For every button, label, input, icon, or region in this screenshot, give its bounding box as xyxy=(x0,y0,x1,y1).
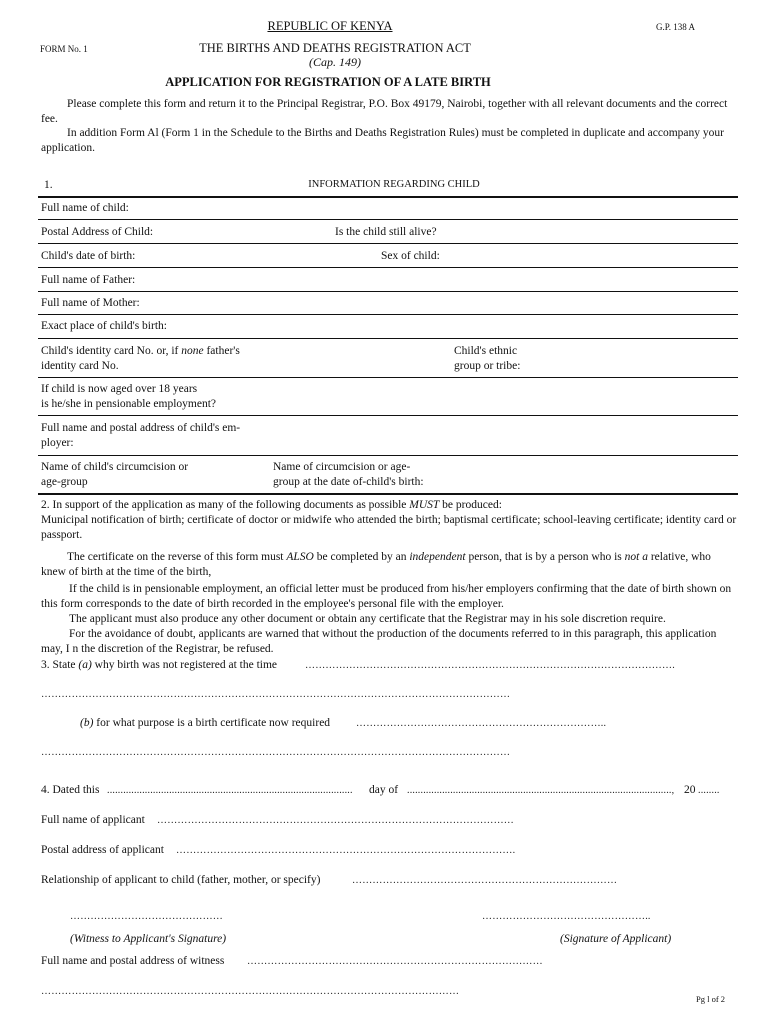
employer-label: Full name and postal address of child's em- xyxy=(41,422,241,434)
cert-text-d: relative, who knew of birth at the time of the birth, xyxy=(41,551,711,578)
applicant-signature-label xyxy=(560,932,671,947)
applicant-name-blank[interactable]: …………………………………………………………………………………………… xyxy=(157,815,514,826)
full-name-child-label: Full name of child: xyxy=(41,202,129,214)
cert-also: ALSO xyxy=(286,551,314,563)
cap-heading xyxy=(0,55,670,70)
act-heading: THE BIRTHS AND DEATHS REGISTRATION ACT xyxy=(199,41,471,55)
relationship-blank[interactable]: …………………………………………………………………… xyxy=(352,875,618,886)
section2-avoidance: For the avoidance of doubt, applicants are warned that without the production of the documents referred to in this paragraph, this application may, I n the discretion of the Registrar, be refused. xyxy=(41,628,717,655)
section2-certificate xyxy=(41,550,737,579)
section3-a-label xyxy=(41,658,277,673)
row-divider xyxy=(38,415,738,416)
section3-b-blank[interactable]: ……………………………………………………………….. xyxy=(356,718,607,729)
birth-place-label: Exact place of child's birth: xyxy=(41,320,167,332)
circumcision-at-birth-label: Name of circumcision or age- xyxy=(273,461,411,473)
section2-intro-b: be produced: xyxy=(439,499,502,511)
section2-pension: If the child is in pensionable employment, an official letter must be produced from his/her employers confirming that the date of birth shown on this form corresponds to the date of birth recorded in the employee's personal file with the employer. xyxy=(41,583,732,610)
dated-label: 4. Dated this xyxy=(41,784,100,796)
identity-card-label xyxy=(41,344,240,359)
ethnic-group-label: Child's ethnic xyxy=(454,345,518,357)
row-divider xyxy=(38,377,738,378)
year-blank[interactable]: ........ xyxy=(698,785,720,796)
section3-a-blank-line2[interactable]: ………………………………………………………………………………………………………………………… xyxy=(41,689,511,700)
witness-signature-label xyxy=(70,932,226,947)
id-text-none: none xyxy=(181,345,204,357)
intro-paragraph xyxy=(41,97,737,126)
row-divider xyxy=(38,219,738,220)
over18-label: If child is now aged over 18 years xyxy=(41,383,198,395)
additional-form-text: In addition Form Al (Form 1 in the Schedule to the Births and Deaths Registration Rules) must be completed in duplicate and accompany your application. xyxy=(41,127,724,154)
sex-label: Sex of child: xyxy=(381,250,440,262)
dated-blank[interactable]: ........................................................................................... xyxy=(107,785,353,796)
page-number: Pg l of 2 xyxy=(696,994,726,1004)
applicant-postal-blank[interactable]: ………………………………………………………………………………………. xyxy=(176,845,516,856)
cert-text-b: be completed by an xyxy=(313,551,410,563)
section3-b-marker: (b) xyxy=(80,717,94,729)
father-name-label: Full name of Father: xyxy=(41,274,136,286)
additional-form-paragraph xyxy=(41,126,737,155)
cert-not-a: not a xyxy=(624,551,648,563)
row-divider xyxy=(38,338,738,339)
applicant-name-label: Full name of applicant xyxy=(41,814,145,826)
table-top-rule xyxy=(38,196,738,198)
intro-text: Please complete this form and return it to the Principal Registrar, P.O. Box 49179, Nairobi, together with all relevant documents and the correct fee. xyxy=(41,98,728,125)
witness-signature-blank[interactable]: ……………………………………… xyxy=(70,911,223,922)
identity-card-label-line2: identity card No. xyxy=(41,360,119,372)
section3-b-text: for what purpose is a birth certificate now required xyxy=(93,717,331,729)
cert-text-c: person, that is by a person who is xyxy=(465,551,625,563)
section2-intro xyxy=(41,498,737,513)
section1-number: 1. xyxy=(44,179,53,191)
circumcision-name-label: Name of child's circumcision or xyxy=(41,461,189,473)
dob-label: Child's date of birth: xyxy=(41,250,136,262)
section3-a-blank[interactable]: ………………………………………………………………………………………………. xyxy=(305,660,675,671)
section2-must: MUST xyxy=(409,499,440,511)
section3-b-label xyxy=(80,716,330,731)
witness-address-blank[interactable]: …………………………………………………………………………………………………………… xyxy=(41,986,460,997)
id-text-b: father's xyxy=(203,345,240,357)
year-label: 20 xyxy=(684,784,696,796)
republic-heading: REPUBLIC OF KENYA xyxy=(267,19,393,33)
row-divider xyxy=(38,291,738,292)
gp-code: G.P. 138 A xyxy=(656,22,696,32)
applicant-postal-label: Postal address of applicant xyxy=(41,844,164,856)
mother-name-label: Full name of Mother: xyxy=(41,297,140,309)
cert-text-a: The certificate on the reverse of this form must xyxy=(67,551,287,563)
row-divider xyxy=(38,455,738,456)
section2-other-docs: The applicant must also produce any other document or obtain any certificate that the Registrar may in his sole discretion require. xyxy=(69,613,666,625)
row-divider xyxy=(38,314,738,315)
circumcision-at-birth-label-line2: group at the date of-child's birth: xyxy=(273,476,424,488)
form-title: APPLICATION FOR REGISTRATION OF A LATE BIRTH xyxy=(165,75,491,89)
ethnic-group-label-line2: group or tribe: xyxy=(454,360,521,372)
section3-a-marker: (a) xyxy=(78,659,92,671)
employer-label-line2: ployer: xyxy=(41,437,74,449)
over18-label-line2: is he/she in pensionable employment? xyxy=(41,398,217,410)
circumcision-name-label-line2: age-group xyxy=(41,476,88,488)
month-blank[interactable]: .................................................................................................., xyxy=(407,785,675,796)
section2-intro-a: 2. In support of the application as many of the following documents as possible xyxy=(41,499,410,511)
postal-address-label: Postal Address of Child: xyxy=(41,226,154,238)
section2-docs: Municipal notification of birth; certificate of doctor or midwife who attended the birth; baptismal certificate; school-leaving certificate; identity card or passport. xyxy=(41,514,737,541)
section3-a-text: why birth was not registered at the time xyxy=(91,659,278,671)
relationship-label: Relationship of applicant to child (father, mother, or specify) xyxy=(41,874,321,886)
still-alive-label: Is the child still alive? xyxy=(335,226,437,238)
witness-name-blank[interactable]: …………………………………………………………………………… xyxy=(247,956,543,967)
table-bottom-rule xyxy=(38,493,738,495)
section1-heading: INFORMATION REGARDING CHILD xyxy=(308,179,480,190)
witness-name-label: Full name and postal address of witness xyxy=(41,955,225,967)
witness-sig-text: (Witness to Applicant's Signature) xyxy=(70,933,227,945)
section3-b-blank-line2[interactable]: ………………………………………………………………………………………………………………………… xyxy=(41,747,511,758)
cert-independent: independent xyxy=(409,551,466,563)
cap-text: (Cap. 149) xyxy=(309,55,361,69)
applicant-sig-text: (Signature of Applicant) xyxy=(560,933,672,945)
section3-state: 3. State xyxy=(41,659,79,671)
form-number: FORM No. 1 xyxy=(40,44,88,54)
day-of-label: day of xyxy=(369,784,399,796)
row-divider xyxy=(38,243,738,244)
id-text-a: Child's identity card No. or, if xyxy=(41,345,182,357)
row-divider xyxy=(38,267,738,268)
applicant-signature-blank[interactable]: ………………………………………….. xyxy=(482,911,651,922)
